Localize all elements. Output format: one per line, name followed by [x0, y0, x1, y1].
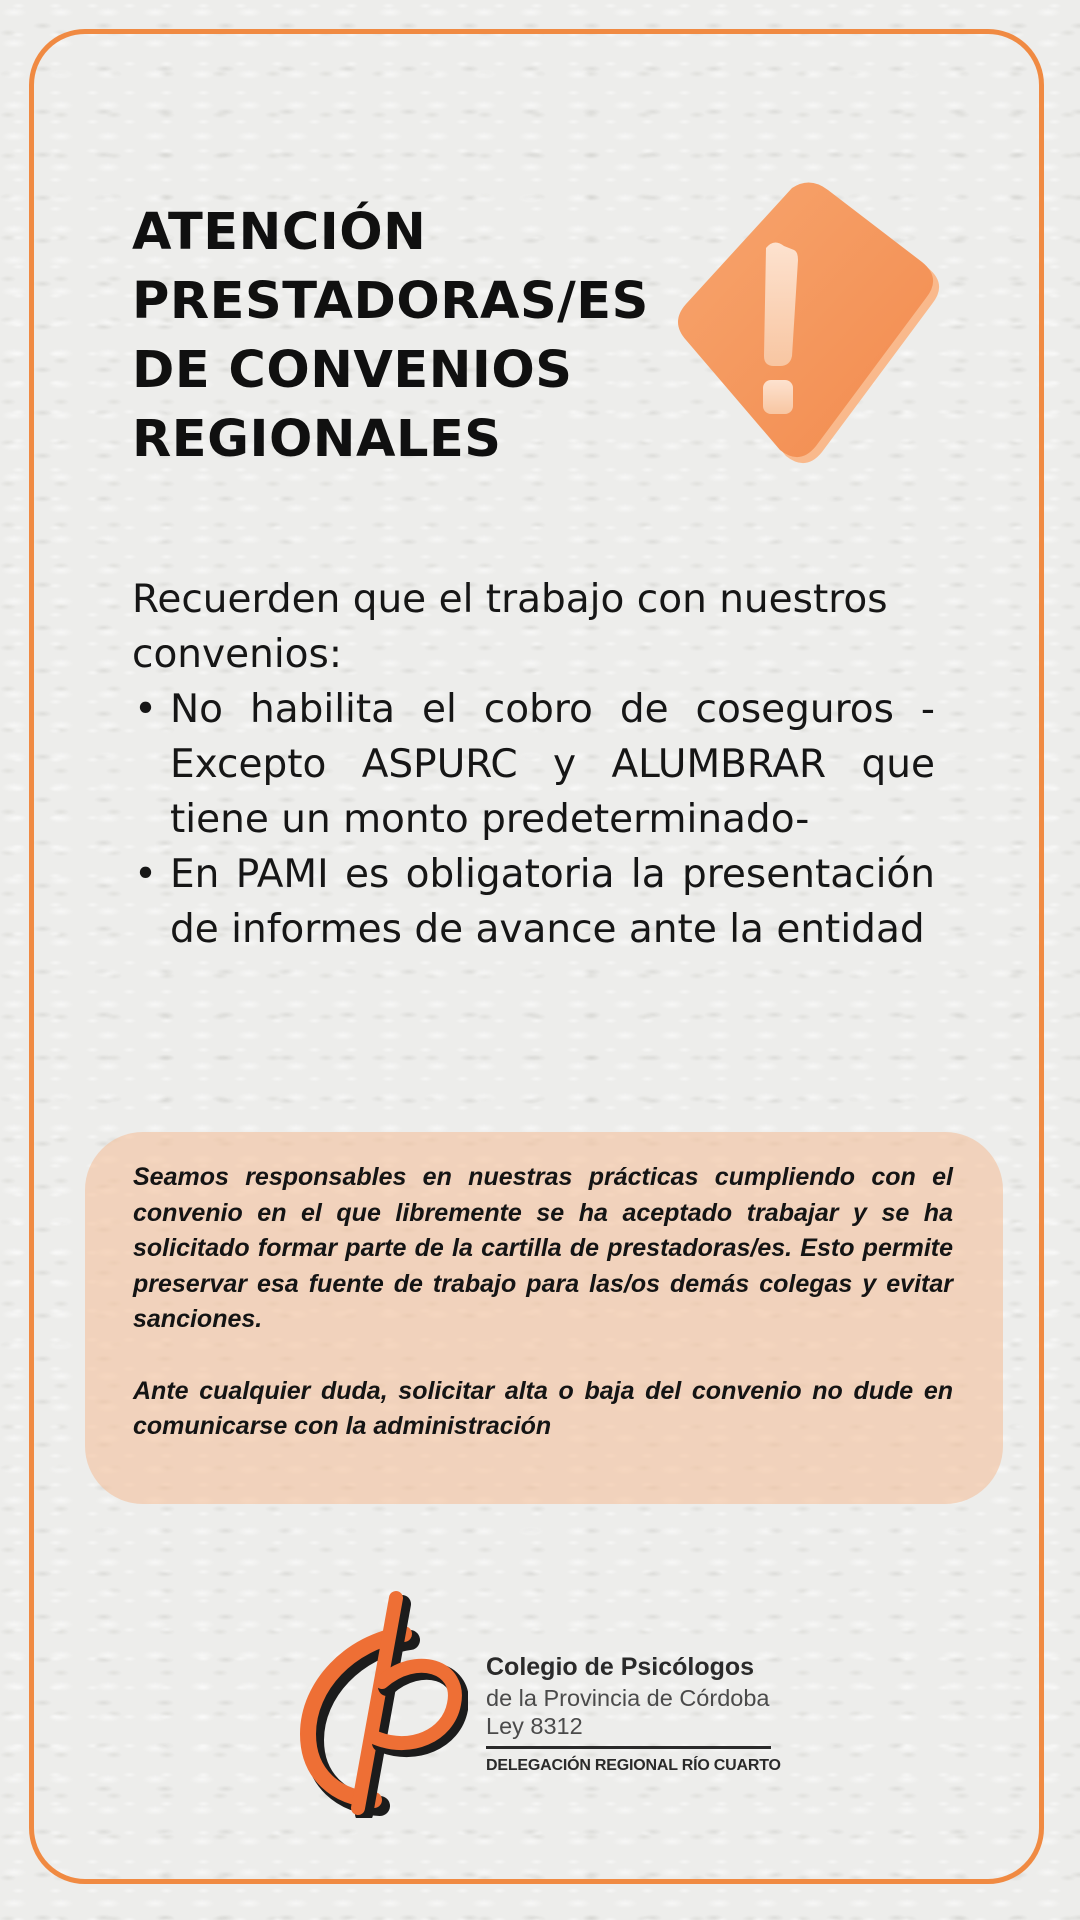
warning-exclamation-icon	[670, 180, 950, 480]
divider	[486, 1746, 771, 1749]
organization-province: de la Provincia de Córdoba	[486, 1685, 770, 1711]
intro-text: Recuerden que el trabajo con nuestros convenios:	[132, 577, 888, 677]
organization-delegation: DELEGACIÓN REGIONAL RÍO CUARTO	[486, 1757, 781, 1774]
reminder-list	[132, 682, 935, 957]
reminder-section	[132, 572, 935, 957]
note-paragraph: Ante cualquier duda, solicitar alta o baja del convenio no dude en comunicarse con la administración	[133, 1376, 953, 1440]
organization-name: Colegio de Psicólogos	[486, 1653, 755, 1681]
title-line: PRESTADORAS/ES	[132, 272, 649, 331]
bullet-icon: •	[134, 687, 158, 732]
title-line: DE CONVENIOS	[132, 341, 573, 400]
responsibility-note	[85, 1132, 1003, 1504]
cp-monogram-logo	[292, 1586, 468, 1818]
list-item	[132, 847, 935, 957]
list-item-text: En PAMI es obligatoria la presentación de informes de avance ante la entidad	[170, 852, 935, 952]
title-line: REGIONALES	[132, 410, 502, 469]
list-item-text: No habilita el cobro de coseguros -Excepto ASPURC y ALUMBRAR que tiene un monto predeterminado-	[170, 687, 935, 842]
organization-block	[486, 1650, 781, 1777]
organization-law: Ley 8312	[486, 1713, 583, 1739]
title-line: ATENCIÓN	[132, 203, 427, 262]
list-item	[132, 682, 935, 847]
page-title	[132, 198, 692, 474]
bullet-icon: •	[134, 852, 158, 897]
note-paragraph: Seamos responsables en nuestras prácticas cumpliendo con el convenio en el que libremente se ha aceptado trabajar y se ha solicitado formar parte de la cartilla de prestadoras/es. Esto permite preservar esa fuente de trabajo para las/os demás colegas y evitar sanciones.	[133, 1163, 953, 1333]
